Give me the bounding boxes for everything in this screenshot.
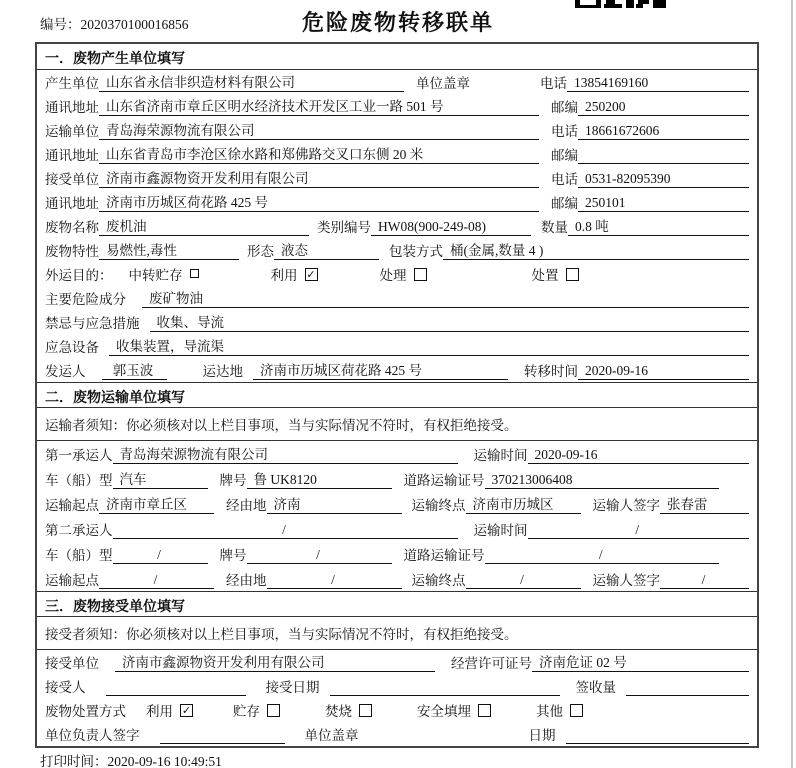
via2-value: / — [267, 572, 402, 589]
destination-label: 运达地 — [202, 364, 243, 379]
purpose-option-label: 处置 — [531, 268, 559, 283]
end2-value: / — [466, 572, 581, 589]
road-license1-label: 道路运输证号 — [403, 473, 485, 488]
hazard-value: 废矿物油 — [142, 287, 749, 308]
producer-phone-label: 电话 — [540, 76, 567, 91]
purpose-label: 外运目的： — [45, 268, 113, 283]
disposal-option-storage — [233, 700, 280, 720]
serial-value: 2020370100016856 — [80, 17, 189, 32]
purpose-option-utilize — [271, 264, 318, 284]
receiving-date-value — [330, 679, 560, 696]
producer-value: 山东省永信非织造材料有限公司 — [99, 71, 404, 92]
origin1-label: 运输起点 — [45, 498, 99, 513]
disposal-option-label: 利用 — [146, 704, 173, 719]
receiving-unit-value: 济南市鑫源物资开发利用有限公司 — [115, 651, 435, 672]
checkbox-utilize-checked: ✓ — [306, 267, 316, 281]
via2-label: 经由地 — [226, 573, 267, 588]
origin2-label: 运输起点 — [45, 573, 99, 588]
checkbox-disposal-other — [570, 704, 583, 717]
disposal-option-landfill — [417, 700, 491, 720]
transport-time2-value: / — [528, 522, 750, 539]
end1-value: 济南市历城区 — [466, 493, 581, 514]
signed-amount-value — [626, 679, 749, 696]
sign2-value: / — [660, 572, 749, 589]
checkbox-dispose — [566, 268, 579, 281]
row-transporter — [37, 118, 757, 142]
purpose-option-label: 处理 — [379, 268, 407, 283]
origin1-value: 济南市章丘区 — [99, 493, 214, 514]
row-waste-character — [37, 238, 757, 262]
print-time — [40, 750, 222, 768]
print-time-label: 打印时间： — [40, 754, 108, 768]
producer-address-label: 通讯地址 — [45, 100, 99, 115]
vehicle1-value: 汽车 — [113, 468, 208, 489]
vehicle2-label: 车（船）型 — [45, 548, 113, 563]
waste-name-value: 废机油 — [99, 215, 309, 236]
receiver-zip-label: 邮编 — [551, 196, 578, 211]
carrier2-value: / — [113, 522, 458, 539]
sign1-value: 张春雷 — [660, 493, 749, 514]
transfer-time-value: 2020-09-16 — [578, 363, 749, 380]
character-label: 废物特性 — [45, 244, 99, 259]
vehicle2-value: / — [113, 547, 208, 564]
form-value: 液态 — [274, 239, 379, 260]
row-transporter-address — [37, 142, 757, 166]
date2-value — [566, 727, 750, 744]
receiver-notice: 接受者须知：你必须核对以上栏目事项，当与实际情况不符时，有权拒绝接受。 — [37, 617, 757, 650]
row-first-carrier — [37, 441, 757, 466]
plate1-label: 牌号 — [219, 473, 247, 488]
row-second-carrier — [37, 516, 757, 541]
disposal-option-label: 贮存 — [233, 704, 260, 719]
receiving-date-label: 接受日期 — [265, 680, 320, 695]
section3-header: 三．废物接受单位填写 — [37, 591, 757, 617]
document-header — [0, 0, 796, 42]
receiver-seal-label: 单位盖章 — [304, 728, 359, 743]
transporter-label: 运输单位 — [45, 124, 99, 139]
row-route1 — [37, 491, 757, 516]
row-emergency-equipment — [37, 334, 757, 358]
checkbox-disposal-utilize-checked: ✓ — [181, 703, 192, 717]
producer-zip-value: 250200 — [578, 99, 749, 116]
character-value: 易燃性,毒性 — [99, 239, 239, 260]
checkbox-treat — [414, 268, 427, 281]
carrier1-label: 第一承运人 — [45, 448, 113, 463]
purpose-option-transfer-storage — [129, 264, 199, 284]
row-producer-address — [37, 94, 757, 118]
unit-seal-label: 单位盖章 — [416, 76, 470, 91]
disposal-option-other — [536, 700, 583, 720]
row-responsible-signature — [37, 722, 757, 746]
row-receiving-unit — [37, 650, 757, 674]
hazard-label: 主要危险成分 — [45, 292, 126, 307]
receiving-person-label: 接受人 — [45, 680, 86, 695]
operating-license-label: 经营许可证号 — [451, 656, 532, 671]
category-label: 类别编号 — [317, 220, 371, 235]
receiver-label: 接受单位 — [45, 172, 99, 187]
disposal-option-label: 焚烧 — [325, 704, 352, 719]
purpose-option-treat — [380, 264, 427, 284]
row-waste-name — [37, 214, 757, 238]
responsible-sign-value — [160, 727, 285, 744]
disposal-option-label: 安全填埋 — [417, 704, 471, 719]
transporter-address-label: 通讯地址 — [45, 148, 99, 163]
row-receiver-address — [37, 190, 757, 214]
transporter-notice: 运输者须知：你必须核对以上栏目事项，当与实际情况不符时，有权拒绝接受。 — [37, 408, 757, 441]
qr-code-fragment — [575, 0, 667, 8]
equipment-value: 收集装置，导流渠 — [109, 335, 749, 356]
producer-zip-label: 邮编 — [551, 100, 578, 115]
packaging-label: 包装方式 — [389, 244, 443, 259]
vehicle1-label: 车（船）型 — [45, 473, 113, 488]
transporter-address-value: 山东省青岛市李沧区徐水路和郑佛路交叉口东侧 20 米 — [99, 143, 539, 164]
purpose-option-dispose — [532, 264, 579, 284]
producer-phone-value: 13854169160 — [567, 75, 749, 92]
producer-label: 产生单位 — [45, 76, 99, 91]
checkbox-disposal-landfill — [478, 704, 491, 717]
road-license2-value: / — [485, 547, 720, 564]
transporter-phone-value: 18661672606 — [578, 123, 749, 140]
road-license1-value: 370213006408 — [485, 472, 720, 489]
plate2-value: / — [247, 547, 392, 564]
plate2-label: 牌号 — [219, 548, 247, 563]
taboo-value: 收集、导流 — [150, 311, 750, 332]
date2-label: 日期 — [528, 728, 556, 743]
category-value: HW08(900-249-08) — [371, 219, 531, 236]
page-right-edge — [791, 0, 793, 768]
row-shipper — [37, 358, 757, 382]
quantity-value: 0.8 吨 — [568, 215, 749, 236]
via1-label: 经由地 — [226, 498, 267, 513]
row-purpose — [37, 262, 757, 286]
receiver-phone-value: 0531-82095390 — [578, 171, 749, 188]
receiver-address-label: 通讯地址 — [45, 196, 99, 211]
disposal-method-label: 废物处置方式 — [45, 704, 126, 719]
purpose-option-label: 中转贮存 — [128, 268, 183, 283]
row-vehicle1 — [37, 466, 757, 491]
purpose-option-label: 利用 — [270, 268, 298, 283]
quantity-label: 数量 — [541, 220, 568, 235]
sign2-label: 运输人签字 — [592, 573, 660, 588]
manifest-form-table — [35, 42, 759, 748]
end2-label: 运输终点 — [411, 573, 466, 588]
sign1-label: 运输人签字 — [592, 498, 660, 513]
receiver-phone-label: 电话 — [551, 172, 578, 187]
print-time-value: 2020-09-16 10:49:51 — [107, 754, 222, 768]
destination-value: 济南市历城区荷花路 425 号 — [253, 359, 508, 380]
transfer-time-label: 转移时间 — [524, 364, 578, 379]
road-license2-label: 道路运输证号 — [403, 548, 485, 563]
packaging-value: 桶(金属,数量 4 ) — [443, 239, 749, 260]
row-route2 — [37, 566, 757, 591]
serial-label: 编号： — [40, 17, 81, 32]
transporter-zip-label: 邮编 — [551, 148, 578, 163]
waste-name-label: 废物名称 — [45, 220, 99, 235]
plate1-value: 鲁 UK8120 — [247, 468, 392, 489]
checkbox-disposal-storage — [267, 704, 280, 717]
page-title: 危险废物转移联单 — [301, 10, 494, 35]
end1-label: 运输终点 — [411, 498, 466, 513]
carrier1-value: 青岛海荣源物流有限公司 — [113, 443, 458, 464]
producer-address-value: 山东省济南市章丘区明水经济技术开发区工业一路 501 号 — [99, 95, 539, 116]
receiver-value: 济南市鑫源物资开发利用有限公司 — [99, 167, 539, 188]
row-producer — [37, 70, 757, 94]
checkbox-disposal-incinerate — [359, 704, 372, 717]
taboo-label: 禁忌与应急措施 — [45, 316, 140, 331]
section1-header: 一．废物产生单位填写 — [37, 44, 757, 70]
receiving-unit-label: 接受单位 — [45, 656, 99, 671]
receiver-zip-value: 250101 — [578, 195, 749, 212]
origin2-value: / — [99, 572, 214, 589]
responsible-sign-label: 单位负责人签字 — [45, 728, 140, 743]
row-disposal-method — [37, 698, 757, 722]
transporter-value: 青岛海荣源物流有限公司 — [99, 119, 539, 140]
disposal-option-incinerate — [325, 700, 372, 720]
via1-value: 济南 — [267, 493, 402, 514]
row-vehicle2 — [37, 541, 757, 566]
transport-time1-value: 2020-09-16 — [528, 447, 750, 464]
row-receiving-person — [37, 674, 757, 698]
transport-time1-label: 运输时间 — [473, 448, 528, 463]
checkbox-transfer-storage — [190, 269, 199, 278]
disposal-option-utilize — [146, 700, 193, 720]
disposal-option-label: 其他 — [536, 704, 563, 719]
shipper-value: 郭玉波 — [102, 359, 167, 380]
row-receiver — [37, 166, 757, 190]
carrier2-label: 第二承运人 — [45, 523, 113, 538]
equipment-label: 应急设备 — [45, 340, 99, 355]
section2-header: 二．废物运输单位填写 — [37, 382, 757, 408]
operating-license-value: 济南危证 02 号 — [532, 651, 749, 672]
transporter-phone-label: 电话 — [551, 124, 578, 139]
shipper-label: 发运人 — [45, 364, 86, 379]
form-label: 形态 — [247, 244, 274, 259]
signed-amount-label: 签收量 — [575, 680, 616, 695]
receiver-address-value: 济南市历城区荷花路 425 号 — [99, 191, 539, 212]
receiving-person-value — [106, 679, 246, 696]
transport-time2-label: 运输时间 — [473, 523, 528, 538]
row-taboo-measures — [37, 310, 757, 334]
row-hazard-component — [37, 286, 757, 310]
transporter-zip-value — [578, 147, 749, 164]
